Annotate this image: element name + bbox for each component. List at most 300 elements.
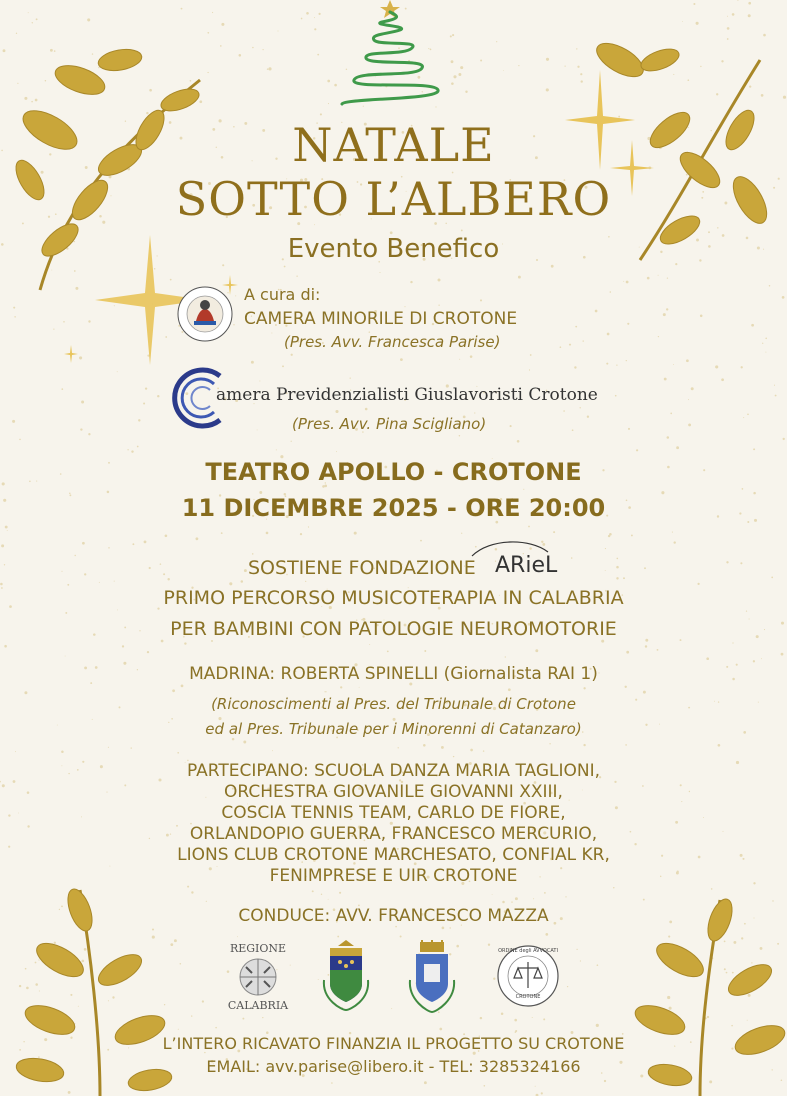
sparkle-star-icon: [64, 345, 78, 363]
speckle-dot: [657, 649, 659, 651]
speckle-dot: [63, 321, 65, 323]
org1-president: (Pres. Avv. Francesca Parise): [284, 333, 501, 351]
speckle-dot: [631, 534, 633, 536]
speckle-dot: [501, 1013, 504, 1016]
speckle-dot: [438, 305, 439, 306]
madrina-text: MADRINA: ROBERTA SPINELLI (Giornalista RAI 1): [189, 664, 598, 684]
speckle-dot: [400, 935, 402, 937]
speckle-dot: [726, 561, 728, 563]
speckle-dot: [615, 395, 617, 397]
speckle-dot: [574, 366, 576, 368]
org2-president: (Pres. Avv. Pina Scigliano): [292, 415, 487, 433]
organizers-intro: A cura di:: [244, 285, 321, 304]
speckle-dot: [4, 564, 5, 565]
speckle-dot: [262, 1017, 263, 1018]
speckle-dot: [441, 746, 444, 749]
speckle-dot: [567, 986, 568, 987]
speckle-dot: [496, 41, 497, 42]
speckle-dot: [237, 936, 238, 937]
participants-line-5: LIONS CLUB CROTONE MARCHESATO, CONFIAL KR,: [177, 845, 610, 865]
speckle-dot: [563, 410, 565, 412]
speckle-dot: [195, 537, 198, 540]
speckle-dot: [674, 541, 676, 543]
speckle-dot: [569, 344, 571, 346]
speckle-dot: [769, 285, 771, 287]
speckle-dot: [160, 563, 162, 565]
speckle-dot: [212, 12, 213, 13]
speckle-dot: [535, 1086, 536, 1087]
speckle-dot: [132, 543, 134, 545]
speckle-dot: [676, 446, 679, 449]
speckle-dot: [266, 532, 269, 535]
speckle-dot: [571, 557, 573, 559]
speckle-dot: [511, 901, 512, 902]
speckle-dot: [453, 75, 456, 78]
speckle-dot: [664, 378, 667, 381]
speckle-dot: [271, 333, 272, 334]
speckle-dot: [314, 17, 315, 18]
title-line-1: NATALE: [292, 118, 495, 172]
speckle-dot: [658, 336, 659, 337]
speckle-dot: [335, 410, 338, 413]
speckle-dot: [282, 365, 284, 367]
speckle-dot: [470, 749, 473, 752]
speckle-dot: [606, 363, 608, 365]
speckle-dot: [88, 320, 90, 322]
speckle-dot: [529, 369, 530, 370]
speckle-dot: [546, 58, 549, 61]
speckle-dot: [597, 964, 599, 966]
speckle-dot: [423, 744, 426, 747]
speckle-dot: [625, 744, 627, 746]
speckle-dot: [523, 489, 524, 490]
speckle-dot: [658, 275, 659, 276]
speckle-dot: [424, 650, 426, 652]
speckle-dot: [252, 553, 254, 555]
speckle-dot: [706, 657, 709, 660]
speckle-dot: [143, 402, 145, 404]
speckle-dot: [12, 420, 15, 423]
speckle-dot: [181, 8, 183, 10]
host-text: CONDUCE: AVV. FRANCESCO MAZZA: [238, 906, 549, 926]
speckle-dot: [242, 1018, 244, 1020]
speckle-dot: [565, 896, 566, 897]
speckle-dot: [1, 544, 4, 547]
speckle-dot: [691, 387, 694, 390]
speckle-dot: [268, 67, 271, 70]
speckle-dot: [108, 747, 109, 748]
speckle-dot: [318, 13, 320, 15]
speckle-dot: [605, 548, 606, 549]
speckle-dot: [518, 276, 521, 279]
speckle-dot: [239, 54, 242, 57]
speckle-dot: [560, 346, 562, 348]
speckle-dot: [583, 687, 585, 689]
speckle-dot: [453, 756, 454, 757]
speckle-dot: [505, 656, 506, 657]
camera-minorile-logo: [174, 285, 236, 343]
speckle-dot: [165, 534, 168, 537]
speckle-dot: [583, 340, 584, 341]
speckle-dot: [167, 578, 169, 580]
speckle-dot: [257, 429, 258, 430]
speckle-dot: [163, 573, 165, 575]
speckle-dot: [157, 395, 159, 397]
speckle-dot: [480, 299, 482, 301]
speckle-dot: [379, 272, 380, 273]
speckle-dot: [114, 581, 115, 582]
speckle-dot: [583, 744, 585, 746]
speckle-dot: [686, 359, 689, 362]
event-venue: TEATRO APOLLO - CROTONE: [205, 458, 582, 486]
speckle-dot: [122, 645, 124, 647]
cause-line-3: PER BAMBINI CON PATOLOGIE NEUROMOTORIE: [170, 618, 617, 640]
speckle-dot: [782, 296, 785, 299]
speckle-dot: [0, 583, 3, 586]
speckle-dot: [470, 355, 473, 358]
speckle-dot: [474, 412, 475, 413]
speckle-dot: [276, 449, 277, 450]
speckle-dot: [4, 645, 7, 648]
speckle-dot: [751, 324, 754, 327]
speckle-dot: [737, 0, 738, 1]
speckle-dot: [533, 898, 534, 899]
speckle-dot: [762, 343, 763, 344]
speckle-dot: [84, 573, 86, 575]
speckle-dot: [610, 291, 612, 293]
speckle-dot: [636, 449, 638, 451]
speckle-dot: [605, 570, 606, 571]
speckle-dot: [628, 428, 630, 430]
speckle-dot: [312, 890, 314, 892]
speckle-dot: [667, 436, 670, 439]
speckle-dot: [387, 651, 389, 653]
speckle-dot: [488, 944, 490, 946]
speckle-dot: [81, 401, 84, 404]
speckle-dot: [480, 60, 482, 62]
speckle-dot: [626, 281, 629, 284]
speckle-dot: [337, 936, 339, 938]
participants-line-2: ORCHESTRA GIOVANILE GIOVANNI XXIII,: [224, 782, 563, 802]
ordine-city: CROTONE: [515, 994, 541, 1000]
speckle-dot: [7, 530, 8, 531]
speckle-dot: [144, 540, 147, 543]
speckle-dot: [74, 555, 75, 556]
speckle-dot: [314, 28, 316, 30]
speckle-dot: [613, 887, 614, 888]
speckle-dot: [404, 306, 405, 307]
speckle-dot: [740, 562, 742, 564]
speckle-dot: [241, 580, 244, 583]
speckle-dot: [625, 686, 627, 688]
speckle-dot: [693, 3, 695, 5]
speckle-dot: [259, 381, 260, 382]
speckle-dot: [666, 308, 668, 310]
speckle-dot: [291, 441, 292, 442]
speckle-dot: [461, 533, 462, 534]
speckle-dot: [518, 65, 519, 66]
speckle-dot: [452, 34, 454, 36]
speckle-dot: [616, 566, 619, 569]
speckle-dot: [553, 531, 555, 533]
speckle-dot: [365, 408, 368, 411]
speckle-dot: [459, 359, 460, 360]
speckle-dot: [296, 276, 297, 277]
speckle-dot: [549, 743, 550, 744]
speckle-dot: [263, 49, 264, 50]
subtitle: Evento Benefico: [287, 234, 500, 264]
speckle-dot: [340, 686, 342, 688]
christmas-tree-icon: [330, 0, 450, 112]
speckle-dot: [697, 583, 699, 585]
speckle-dot: [781, 653, 784, 656]
speckle-dot: [510, 425, 512, 427]
provincia-crest-icon: [318, 940, 374, 1012]
speckle-dot: [727, 16, 728, 17]
footer-line-1: L’INTERO RICAVATO FINANZIA IL PROGETTO SU CROTONE: [162, 1034, 625, 1053]
speckle-dot: [202, 1000, 204, 1002]
speckle-dot: [28, 12, 29, 13]
speckle-dot: [229, 582, 232, 585]
madrina-note-1: (Riconoscimenti al Pres. del Tribunale di Crotone: [211, 695, 576, 713]
speckle-dot: [317, 54, 319, 56]
regione-calabria-logo: [222, 942, 294, 1012]
speckle-dot: [530, 354, 532, 356]
speckle-dot: [458, 73, 461, 76]
speckle-dot: [503, 70, 504, 71]
speckle-dot: [147, 651, 149, 653]
speckle-dot: [232, 738, 235, 741]
speckle-dot: [5, 526, 8, 529]
speckle-dot: [643, 691, 646, 694]
speckle-dot: [461, 229, 463, 231]
speckle-dot: [783, 438, 785, 440]
speckle-dot: [305, 581, 306, 582]
speckle-dot: [514, 1019, 517, 1022]
speckle-dot: [623, 281, 624, 282]
speckle-dot: [215, 1027, 217, 1029]
speckle-dot: [626, 360, 627, 361]
speckle-dot: [517, 440, 520, 443]
speckle-dot: [420, 540, 422, 542]
speckle-dot: [465, 91, 467, 93]
speckle-dot: [580, 407, 581, 408]
speckle-dot: [718, 744, 721, 747]
speckle-dot: [438, 279, 441, 282]
speckle-dot: [79, 356, 82, 359]
speckle-dot: [626, 651, 629, 654]
speckle-dot: [672, 532, 673, 533]
speckle-dot: [528, 526, 530, 528]
speckle-dot: [575, 326, 577, 328]
speckle-dot: [627, 323, 629, 325]
speckle-dot: [424, 1081, 427, 1084]
speckle-dot: [623, 577, 625, 579]
regione-emblem-icon: [236, 957, 280, 997]
speckle-dot: [339, 892, 341, 894]
speckle-dot: [667, 277, 668, 278]
speckle-dot: [616, 364, 617, 365]
speckle-dot: [145, 387, 147, 389]
speckle-dot: [616, 577, 618, 579]
speckle-dot: [741, 366, 743, 368]
speckle-dot: [732, 642, 733, 643]
speckle-dot: [765, 352, 766, 353]
speckle-dot: [439, 1028, 442, 1031]
ariel-logo: ARieL: [495, 553, 558, 578]
speckle-dot: [244, 569, 247, 572]
ariel-logo-arc: [470, 536, 550, 558]
speckle-dot: [449, 927, 450, 928]
speckle-dot: [459, 435, 460, 436]
speckle-dot: [221, 532, 223, 534]
speckle-dot: [546, 88, 549, 91]
speckle-dot: [13, 307, 15, 309]
speckle-dot: [576, 949, 577, 950]
speckle-dot: [320, 113, 322, 115]
speckle-dot: [515, 897, 518, 900]
speckle-dot: [721, 378, 724, 381]
speckle-dot: [747, 413, 749, 415]
speckle-dot: [535, 649, 538, 652]
speckle-dot: [748, 2, 751, 5]
speckle-dot: [172, 689, 175, 692]
speckle-dot: [308, 526, 309, 527]
speckle-dot: [545, 933, 548, 936]
speckle-dot: [19, 439, 21, 441]
speckle-dot: [80, 428, 82, 430]
speckle-dot: [131, 747, 132, 748]
speckle-dot: [306, 12, 309, 15]
participants-line-4: ORLANDOPIO GUERRA, FRANCESCO MERCURIO,: [189, 824, 598, 844]
regione-top-text: REGIONE: [229, 942, 287, 955]
cause-line-2: PRIMO PERCORSO MUSICOTERAPIA IN CALABRIA: [163, 587, 624, 609]
speckle-dot: [206, 901, 207, 902]
madrina-note-2: ed al Pres. Tribunale per i Minorenni di Catanzaro): [205, 720, 582, 738]
speckle-dot: [65, 656, 66, 657]
speckle-dot: [15, 751, 16, 752]
speckle-dot: [743, 417, 744, 418]
speckle-dot: [138, 419, 140, 421]
speckle-dot: [617, 558, 619, 560]
speckle-dot: [732, 13, 735, 16]
speckle-dot: [451, 82, 454, 85]
speckle-dot: [775, 395, 777, 397]
speckle-dot: [460, 66, 463, 69]
speckle-dot: [325, 691, 326, 692]
speckle-dot: [596, 1024, 599, 1027]
speckle-dot: [391, 1008, 392, 1009]
speckle-dot: [53, 329, 54, 330]
speckle-dot: [480, 1017, 482, 1019]
speckle-dot: [328, 103, 329, 104]
speckle-dot: [451, 60, 454, 63]
speckle-dot: [251, 361, 254, 364]
speckle-dot: [82, 542, 85, 545]
speckle-dot: [609, 533, 612, 536]
speckle-dot: [746, 611, 747, 612]
footer-line-2: EMAIL: avv.parise@libero.it - TEL: 3285324166: [206, 1057, 581, 1076]
speckle-dot: [450, 35, 452, 37]
speckle-dot: [336, 451, 337, 452]
speckle-dot: [580, 960, 581, 961]
speckle-dot: [284, 266, 286, 268]
speckle-dot: [607, 333, 610, 336]
speckle-dot: [410, 281, 412, 283]
participants-line-1: PARTECIPANO: SCUOLA DANZA MARIA TAGLIONI,: [186, 761, 601, 781]
speckle-dot: [502, 901, 505, 904]
comune-crotone-crest-icon: [404, 940, 460, 1014]
org2-name: amera Previdenzialisti Giuslavoristi Crotone: [216, 385, 598, 405]
speckle-dot: [532, 1017, 533, 1018]
speckle-dot: [321, 894, 322, 895]
speckle-dot: [645, 645, 647, 647]
speckle-dot: [673, 364, 674, 365]
title-line-2: SOTTO L’ALBERO: [175, 172, 612, 226]
speckle-dot: [483, 750, 484, 751]
speckle-dot: [184, 642, 186, 644]
speckle-dot: [324, 691, 325, 692]
speckle-dot: [663, 313, 666, 316]
speckle-dot: [61, 388, 63, 390]
speckle-dot: [572, 429, 574, 431]
speckle-dot: [492, 894, 493, 895]
speckle-dot: [604, 1080, 606, 1082]
speckle-dot: [88, 433, 90, 435]
speckle-dot: [301, 18, 303, 20]
speckle-dot: [300, 533, 302, 535]
speckle-dot: [670, 413, 672, 415]
speckle-dot: [108, 547, 109, 548]
speckle-dot: [243, 741, 246, 744]
speckle-dot: [14, 316, 15, 317]
speckle-dot: [131, 450, 133, 452]
speckle-dot: [117, 371, 118, 372]
speckle-dot: [484, 1085, 486, 1087]
speckle-dot: [688, 399, 689, 400]
speckle-dot: [177, 752, 179, 754]
speckle-dot: [700, 315, 703, 318]
speckle-dot: [359, 687, 360, 688]
speckle-dot: [587, 416, 589, 418]
participants-line-6: FENIMPRESE E UIR CROTONE: [269, 866, 518, 886]
ordine-avvocati-logo: [496, 944, 560, 1008]
speckle-dot: [291, 354, 293, 356]
speckle-dot: [149, 567, 151, 569]
speckle-dot: [400, 358, 403, 361]
participants-line-3: COSCIA TENNIS TEAM, CARLO DE FIORE,: [221, 803, 566, 823]
speckle-dot: [354, 532, 357, 535]
speckle-dot: [753, 660, 755, 662]
speckle-dot: [272, 750, 273, 751]
speckle-dot: [742, 488, 744, 490]
speckle-dot: [688, 423, 691, 426]
speckle-dot: [543, 1018, 545, 1020]
speckle-dot: [753, 448, 755, 450]
speckle-dot: [647, 277, 650, 280]
speckle-dot: [278, 31, 279, 32]
speckle-dot: [127, 449, 128, 450]
ordine-text: ORDINE degli AVVOCATI: [498, 948, 558, 954]
speckle-dot: [551, 265, 554, 268]
speckle-dot: [267, 68, 269, 70]
org1-name: CAMERA MINORILE DI CROTONE: [244, 309, 518, 329]
speckle-dot: [61, 750, 64, 753]
speckle-dot: [541, 1092, 543, 1094]
speckle-dot: [328, 899, 329, 900]
speckle-dot: [595, 310, 598, 313]
speckle-dot: [544, 892, 546, 894]
